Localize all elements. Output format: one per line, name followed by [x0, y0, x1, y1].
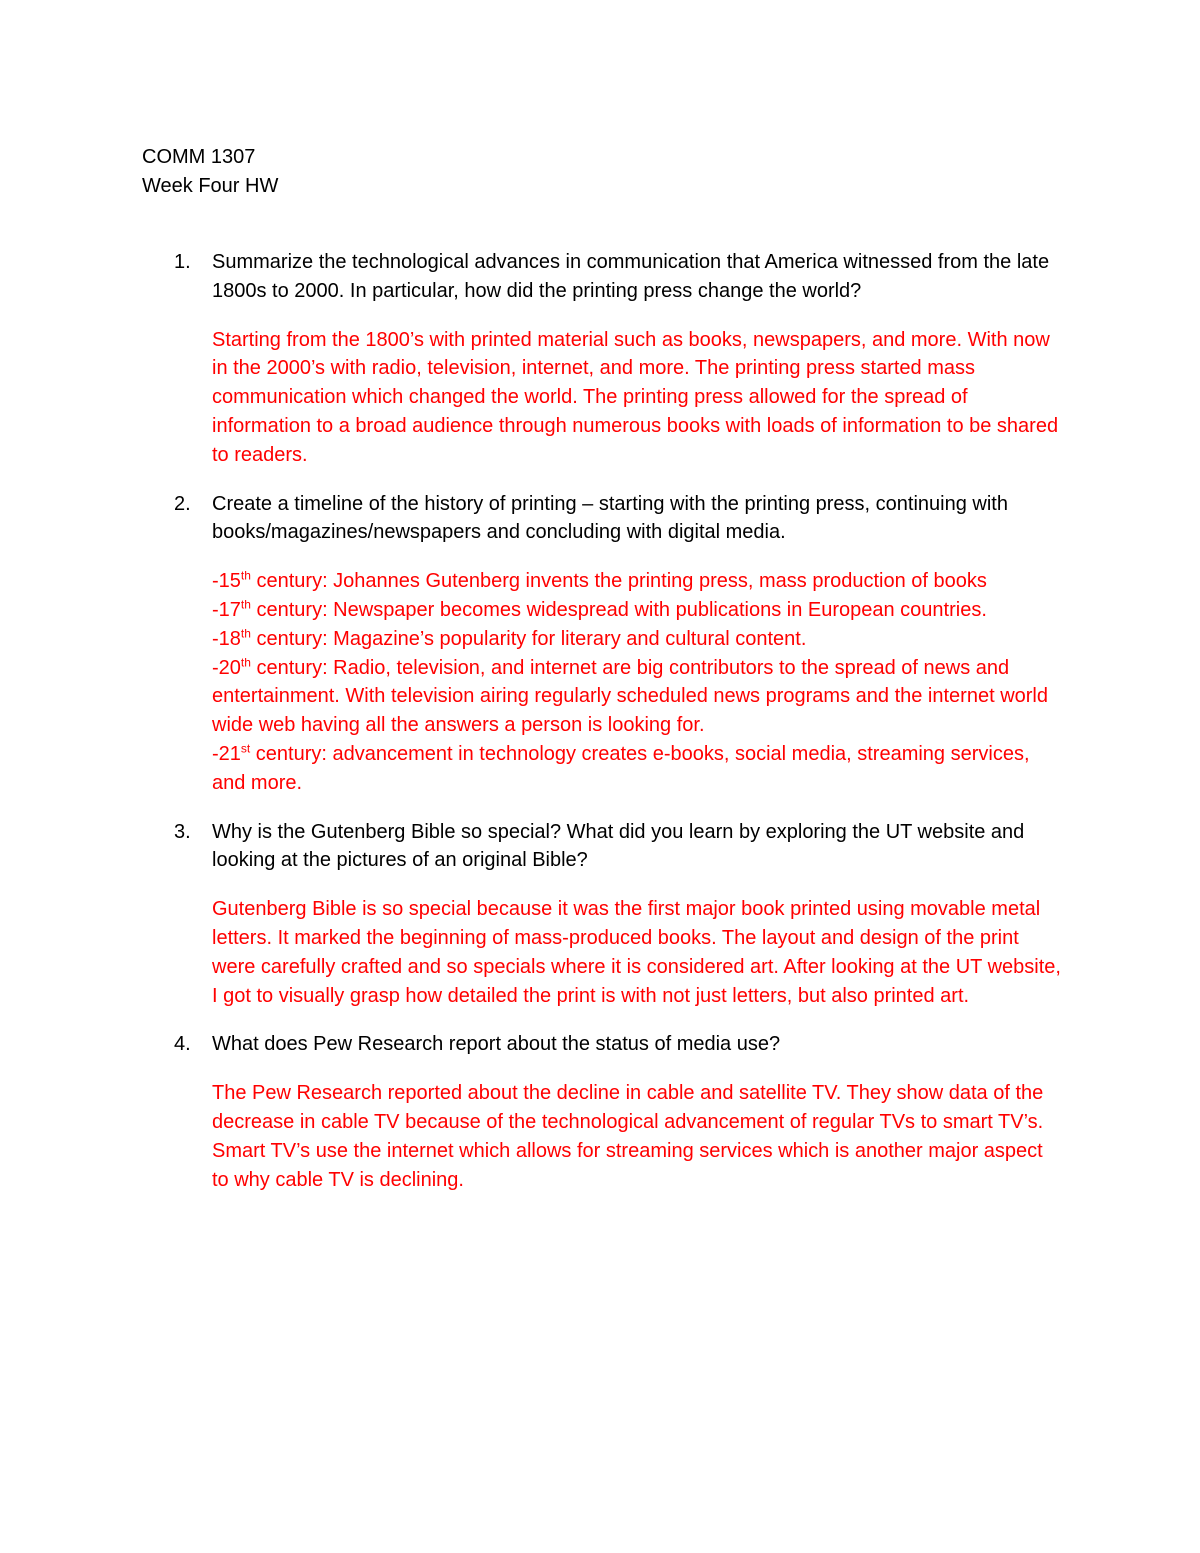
- timeline-entry: [212, 567, 1062, 596]
- question-text: What does Pew Research report about the status of media use?: [212, 1033, 781, 1056]
- course-code: COMM 1307: [142, 146, 256, 168]
- answer-text: The Pew Research reported about the decline in cable and satellite TV. They show data of the decrease in cable TV because of the technological advancement of regular TVs to smart TV’s. Smart TV’s use the internet which allows for streaming services which is another major aspect to why cable TV is declining.: [212, 1082, 1044, 1191]
- timeline-century: -15: [212, 570, 241, 593]
- question-item-1: [0, 248, 1200, 470]
- question-text: Why is the Gutenberg Bible so special? What did you learn by exploring the UT website and looking at the pictures of an original Bible?: [212, 820, 1025, 872]
- question-body: [212, 1030, 1062, 1194]
- timeline-ordinal: th: [240, 568, 251, 583]
- question-body: [212, 818, 1062, 1011]
- timeline-ordinal: st: [240, 741, 251, 756]
- timeline-ordinal: th: [240, 597, 251, 612]
- answer-text: Gutenberg Bible is so special because it was the first major book printed using movable metal letters. It marked the beginning of mass-produced books. The layout and design of the print were carefully crafted and so specials where it is considered art. After looking at the UT website, I got to visually grasp how detailed the print is with not just letters, but also printed art.: [212, 898, 1061, 1007]
- timeline-text: century: Radio, television, and internet are big contributors to the spread of news and entertainment. With television airing regularly scheduled news programs and the internet world wide web having all the answers a person is looking for.: [212, 656, 1048, 737]
- timeline-century: -18: [212, 627, 241, 650]
- timeline-century: -17: [212, 598, 241, 621]
- question-text: Create a timeline of the history of printing – starting with the printing press, continuing with books/magazines/newspapers and concluding with digital media.: [212, 492, 1008, 544]
- answer-text: Starting from the 1800’s with printed material such as books, newspapers, and more. With now in the 2000’s with radio, television, internet, and more. The printing press started mass communication which changed the world. The printing press allowed for the spread of information to a broad audience through numerous books with loads of information to be shared to readers.: [212, 328, 1059, 466]
- timeline-ordinal: th: [240, 626, 251, 641]
- timeline-text: century: Magazine’s popularity for literary and cultural content.: [250, 627, 807, 650]
- question-item-3: [0, 818, 1200, 1011]
- question-number: 4.: [174, 1033, 191, 1056]
- timeline-entry: [212, 740, 1062, 798]
- question-text: Summarize the technological advances in communication that America witnessed from the late 1800s to 2000. In particular, how did the printing press change the world?: [212, 251, 1050, 302]
- timeline-text: century: Johannes Gutenberg invents the printing press, mass production of books: [250, 570, 987, 593]
- question-body: [212, 490, 1062, 798]
- timeline-ordinal: th: [240, 654, 251, 669]
- question-body: [212, 248, 1062, 470]
- assignment-title: Week Four HW: [142, 175, 279, 197]
- timeline-text: century: Newspaper becomes widespread with publications in European countries.: [250, 598, 987, 621]
- timeline-text: century: advancement in technology creates e-books, social media, streaming services, and more.: [212, 742, 1030, 794]
- timeline-century: -20: [212, 656, 241, 679]
- document-header: [142, 143, 278, 201]
- question-number: 3.: [174, 820, 191, 843]
- question-number: 2.: [174, 492, 191, 515]
- timeline-entry: [212, 596, 1062, 625]
- timeline-entry: [212, 654, 1062, 740]
- question-list: [0, 228, 1200, 1214]
- question-item-4: [0, 1030, 1200, 1194]
- timeline-century: -21: [212, 742, 241, 765]
- timeline-answer: [212, 567, 1062, 797]
- question-number: 1.: [174, 251, 191, 273]
- question-item-2: [0, 490, 1200, 798]
- timeline-entry: [212, 625, 1062, 654]
